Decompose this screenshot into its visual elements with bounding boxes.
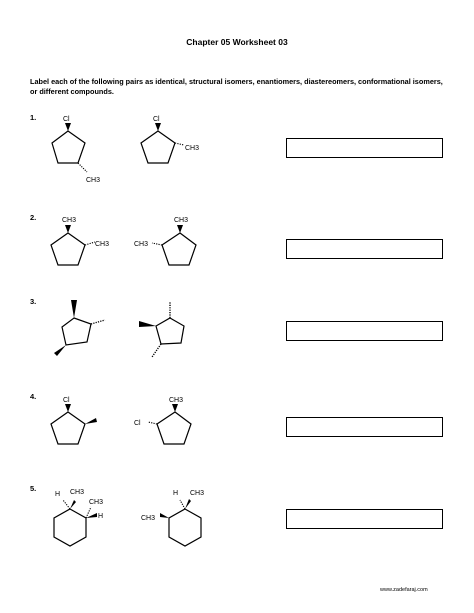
footer-url: www.zadefaraj.com [380,587,428,593]
question-number-5: 5. [30,484,37,493]
q5-left-m1: CH3 [70,489,85,496]
question-number-4: 4. [30,392,37,401]
q5-right-m1: CH3 [190,490,205,497]
q4-left-sub1: Cl [63,397,70,404]
q4-right-structure [134,397,191,444]
question-number-1: 1. [30,113,37,122]
q2-right-structure [134,217,196,265]
q5-left-h2: H [98,513,104,520]
question-number-3: 3. [30,297,37,306]
q1-right-structure [141,116,199,163]
worksheet-title: Chapter 05 Worksheet 03 [186,37,288,47]
q5-right-h1: H [173,490,179,497]
q4-left-structure [51,397,97,444]
question-number-2: 2. [30,213,37,222]
q5-right-structure [141,490,204,546]
q1-left-structure [52,116,100,184]
q5-left-structure [54,489,103,546]
q5-left-h1: H [55,491,61,498]
q2-left-structure [51,217,109,265]
q4-right-sub2: Cl [134,420,141,427]
q2-right-sub1: CH3 [174,217,189,224]
q3-right-structure [139,302,184,357]
q2-right-sub2: CH3 [134,241,149,248]
instructions: Label each of the following pairs as identical, structural isomers, enantiomers, diastereomers, conformational isomers, or different compounds. [30,77,443,96]
q3-left-structure [54,300,105,356]
q5-left-m2: CH3 [89,499,104,506]
q1-right-sub2: CH3 [185,145,200,152]
q4-right-sub1: CH3 [169,397,184,404]
q5-right-m2: CH3 [141,515,156,522]
q1-left-sub1: Cl [63,116,70,123]
q1-right-sub1: Cl [153,116,160,123]
q1-left-sub2: CH3 [86,177,101,184]
q2-left-sub2: CH3 [95,241,110,248]
q2-left-sub1: CH3 [62,217,77,224]
